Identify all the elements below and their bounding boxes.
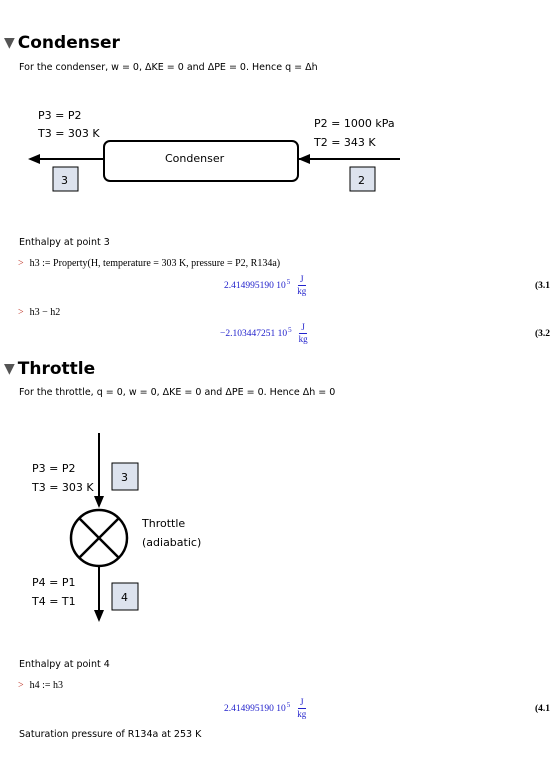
result-unit: [297, 274, 306, 297]
unit-denominator: kg: [298, 334, 308, 344]
unit-denominator: kg: [297, 286, 307, 296]
result-mantissa: 2.414995190 10: [224, 703, 286, 714]
throttle-outlet-arrow: [94, 610, 104, 622]
throttle-bot-p: P4 = P1: [32, 576, 76, 589]
unit-numerator: J: [299, 274, 304, 284]
prompt-marker-icon: >: [18, 307, 24, 318]
enthalpy-point4-label: Enthalpy at point 4: [19, 659, 110, 670]
throttle-sublabel: (adiabatic): [142, 536, 202, 549]
collapse-triangle-icon[interactable]: ▼: [4, 361, 15, 377]
condenser-diagram: [20, 100, 410, 200]
throttle-top-p: P3 = P2: [32, 462, 76, 475]
command-text[interactable]: h3 − h2: [29, 307, 61, 318]
equation-label-4-1: (4.1: [534, 704, 550, 714]
collapse-triangle-icon[interactable]: ▼: [4, 35, 15, 51]
condenser-right-t: T2 = 343 K: [314, 136, 376, 149]
command-text[interactable]: h4 := h3: [29, 680, 64, 691]
section-title: Condenser: [17, 33, 120, 53]
prompt-marker-icon: >: [18, 680, 24, 691]
command-line-1[interactable]: [18, 258, 280, 269]
section-throttle-header[interactable]: [4, 359, 95, 379]
equation-label-3-1: (3.1: [534, 281, 550, 291]
throttle-intro: For the throttle, q = 0, w = 0, ΔKE = 0 and ΔPE = 0. Hence Δh = 0: [19, 387, 336, 398]
result-4-1: [224, 697, 306, 720]
section-title: Throttle: [17, 359, 96, 379]
state-box-4-label: 4: [121, 591, 128, 604]
result-3-1: [224, 274, 306, 297]
throttle-top-t: T3 = 303 K: [32, 481, 94, 494]
unit-denominator: kg: [297, 709, 307, 719]
unit-numerator: J: [299, 697, 304, 707]
result-exponent: 5: [288, 325, 292, 334]
prompt-marker-icon: >: [18, 258, 24, 269]
condenser-inlet-arrow: [298, 154, 310, 164]
result-unit: [297, 697, 306, 720]
throttle-bot-t: T4 = T1: [32, 595, 76, 608]
result-mantissa: 2.414995190 10: [224, 280, 286, 291]
result-unit: [299, 322, 308, 345]
saturation-pressure-label: Saturation pressure of R134a at 253 K: [19, 729, 202, 740]
result-exponent: 5: [286, 700, 291, 709]
throttle-inlet-arrow: [94, 496, 104, 508]
state-box-3-label: 3: [121, 471, 128, 484]
condenser-box-label: Condenser: [165, 152, 225, 165]
condenser-right-p: P2 = 1000 kPa: [314, 117, 395, 130]
state-box-3-label: 3: [61, 174, 68, 187]
condenser-left-t: T3 = 303 K: [38, 127, 100, 140]
condenser-left-p: P3 = P2: [38, 109, 82, 122]
throttle-label: Throttle: [142, 517, 186, 530]
result-exponent: 5: [286, 277, 291, 286]
command-line-2[interactable]: [18, 307, 60, 318]
command-line-3[interactable]: [18, 680, 63, 691]
state-box-2-label: 2: [358, 174, 365, 187]
command-text[interactable]: h3 := Property(H, temperature = 303 K, pressure = P2, R134a): [29, 258, 281, 269]
condenser-outlet-arrow: [28, 154, 40, 164]
enthalpy-point3-label: Enthalpy at point 3: [19, 237, 110, 248]
throttle-diagram: [20, 428, 250, 628]
condenser-intro: For the condenser, w = 0, ΔKE = 0 and ΔPE = 0. Hence q = Δh: [19, 62, 318, 73]
result-3-2: [220, 322, 308, 345]
result-mantissa: −2.103447251 10: [220, 328, 288, 339]
equation-label-3-2: (3.2: [534, 329, 550, 339]
unit-numerator: J: [301, 322, 305, 332]
section-condenser-header[interactable]: [4, 33, 120, 53]
